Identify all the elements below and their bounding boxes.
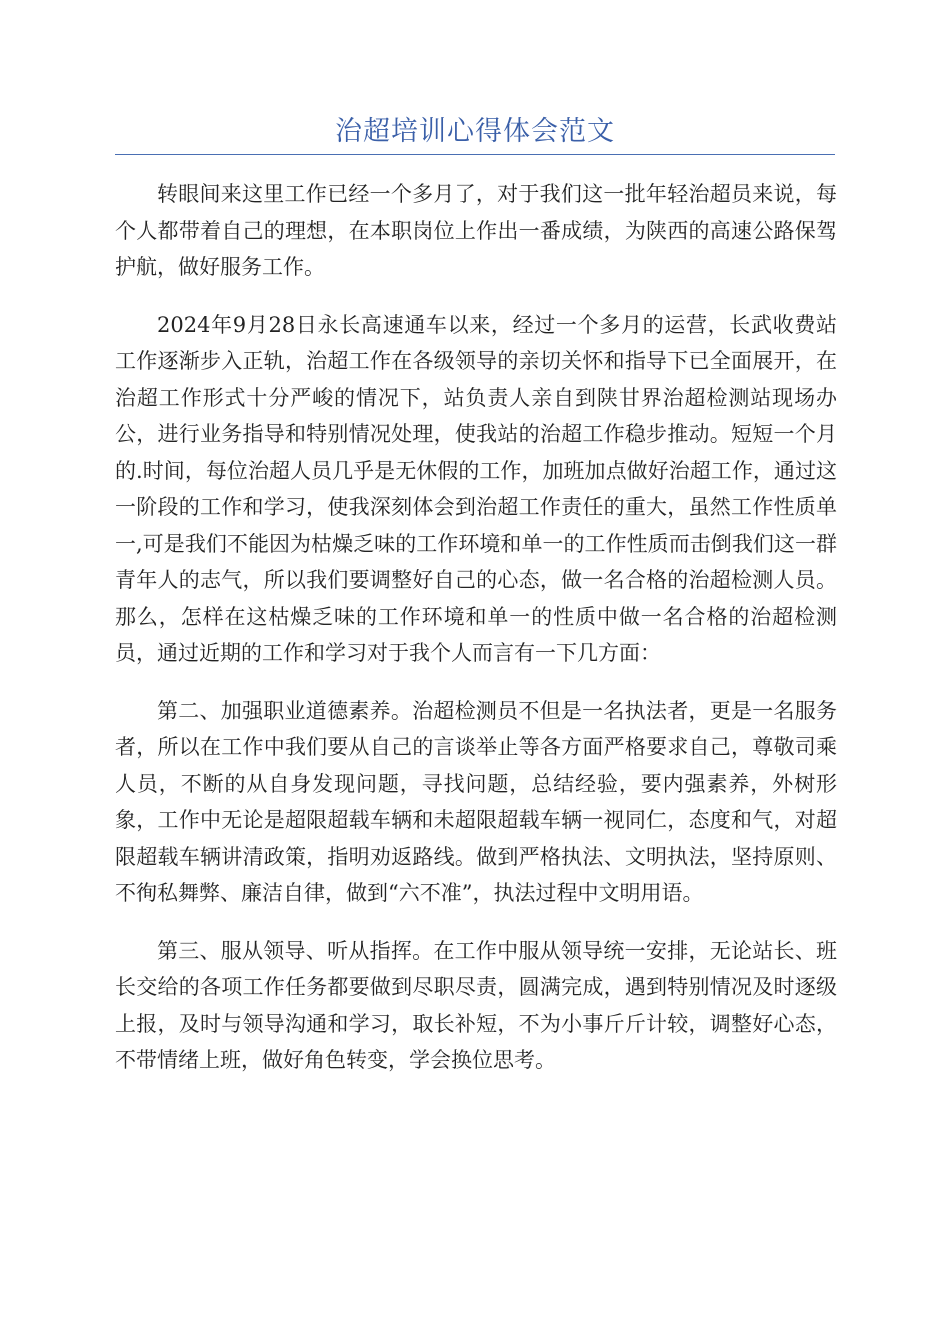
paragraph-background: 2024年9月28日永长高速通车以来，经过一个多月的运营，长武收费站工作逐渐步入正轨，治超工作在各级领导的亲切关怀和指导下已全面展开，在治超工作形式十分严峻的情况下，站负责人亲自到陕甘界治超检测站现场办公，进行业务指导和特别情况处理，使我站的治超工作稳步推动。短短一个月的.时间，每位治超人员几乎是无休假的工作，加班加点做好治超工作，通过这一阶段的工作和学习，使我深刻体会到治超工作责任的重大，虽然工作性质单一,可是我们不能因为枯燥乏味的工作环境和单一的工作性质而击倒我们这一群青年人的志气，所以我们要调整好自己的心态，做一名合格的治超检测人员。那么，怎样在这枯燥乏味的工作环境和单一的性质中做一名合格的治超检测员，通过近期的工作和学习对于我个人而言有一下几方面： — [115, 312, 837, 665]
title-underline — [115, 154, 835, 155]
paragraph-intro: 转眼间来这里工作已经一个多月了，对于我们这一批年轻治超员来说，每个人都带着自己的理想，在本职岗位上作出一番成绩，为陕西的高速公路保驾护航，做好服务工作。 — [115, 182, 837, 279]
page-title: 治超培训心得体会范文 — [335, 116, 615, 147]
document-body — [115, 176, 837, 1100]
paragraph-second-point: 第二、加强职业道德素养。治超检测员不但是一名执法者，更是一名服务者，所以在工作中我们要从自己的言谈举止等各方面严格要求自己，尊敬司乘人员，不断的从自身发现问题，寻找问题，总结经验，要内强素养，外树形象，工作中无论是超限超载车辆和未超限超载车辆一视同仁，态度和气，对超限超载车辆讲清政策，指明劝返路线。做到严格执法、文明执法，坚持原则、不徇私舞弊、廉洁自律，做到“六不准”，执法过程中文明用语。 — [115, 698, 837, 905]
paragraph-third-point: 第三、服从领导、听从指挥。在工作中服从领导统一安排，无论站长、班长交给的各项工作任务都要做到尽职尽责，圆满完成，遇到特别情况及时逐级上报，及时与领导沟通和学习，取长补短，不为小事斤斤计较，调整好心态，不带情绪上班，做好角色转变，学会换位思考。 — [115, 938, 837, 1072]
